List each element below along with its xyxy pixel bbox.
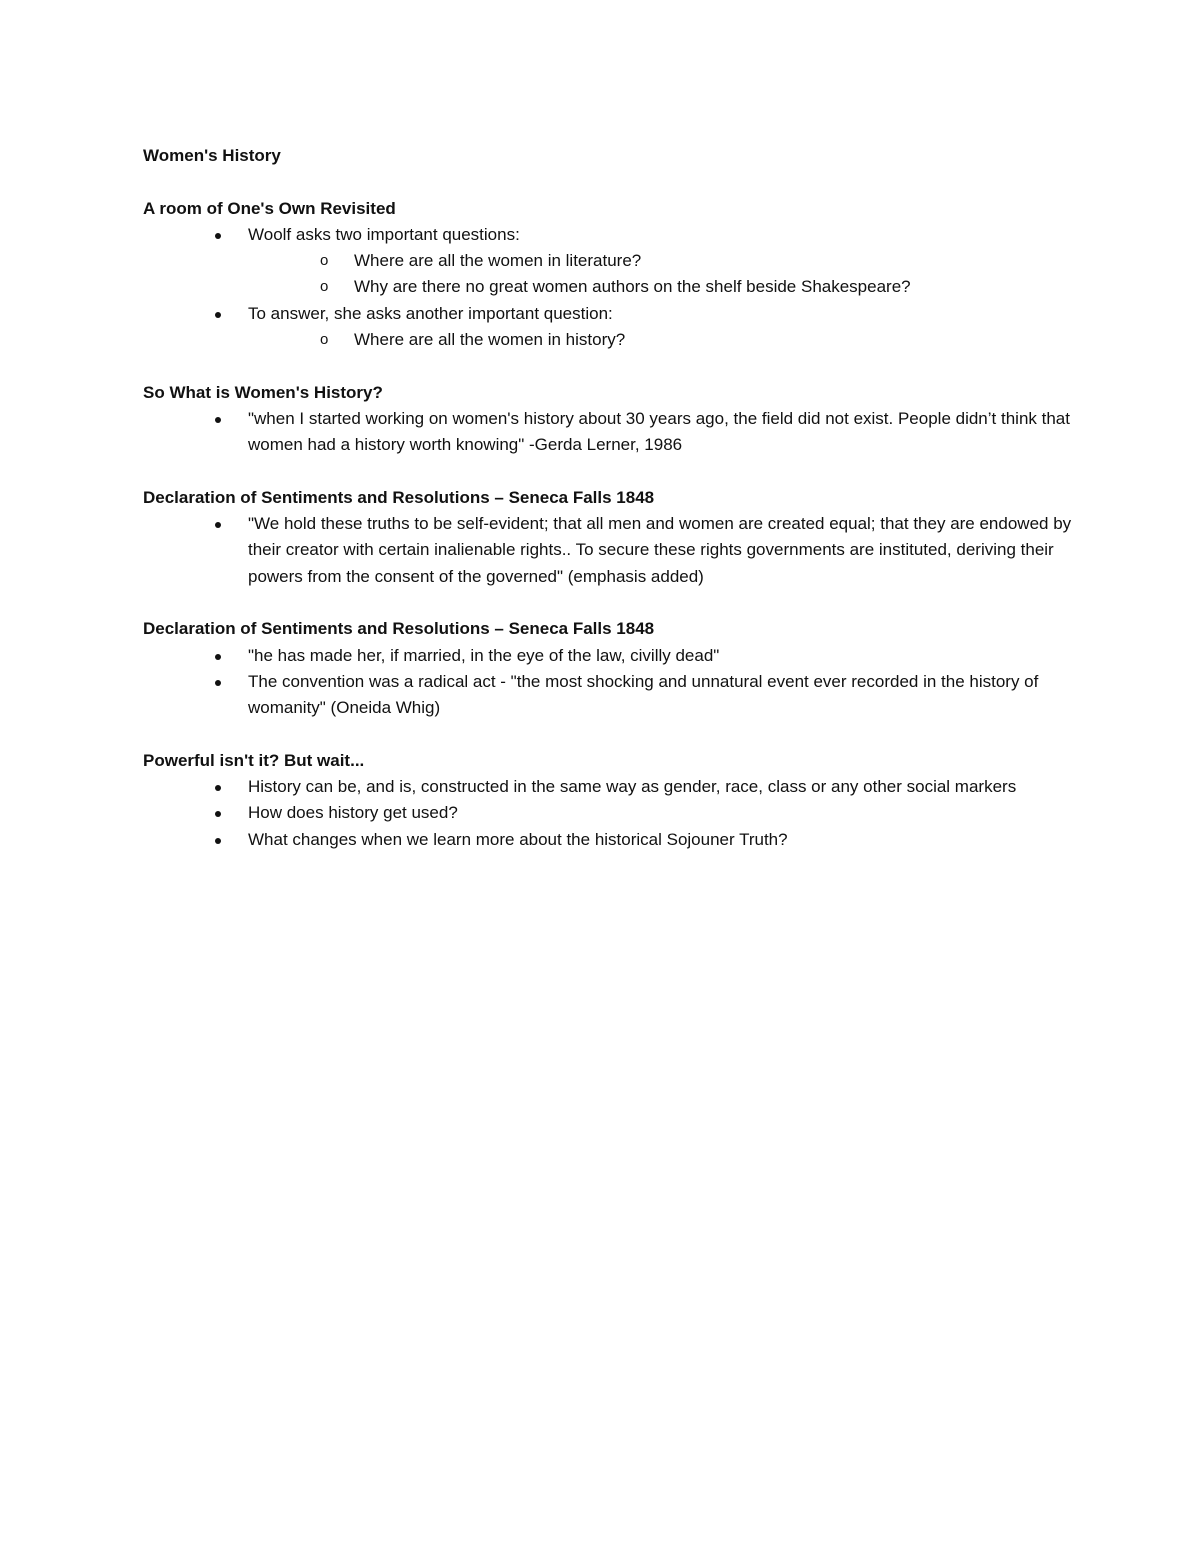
list-item bbox=[143, 774, 1073, 800]
list-item-text: What changes when we learn more about the historical Sojouner Truth? bbox=[248, 829, 788, 849]
sub-bullet-marker: o bbox=[320, 252, 329, 270]
sub-list-item bbox=[143, 327, 1073, 353]
sub-list-item bbox=[143, 248, 1073, 274]
sub-bullet-marker: o bbox=[320, 331, 329, 349]
section-declaration-of-sentiments bbox=[143, 485, 1073, 590]
section-what-is-womens-history bbox=[143, 380, 1073, 459]
sub-list-item bbox=[143, 274, 1073, 300]
section-room-of-ones-own bbox=[143, 196, 1073, 354]
list-item-text: History can be, and is, constructed in the same way as gender, race, class or any other social markers bbox=[248, 777, 1017, 797]
list-item-text: "he has made her, if married, in the eye of the law, civilly dead" bbox=[248, 645, 720, 665]
sub-list-item-text: Why are there no great women authors on the shelf beside Shakespeare? bbox=[354, 277, 911, 297]
section-heading: So What is Women's History? bbox=[143, 382, 383, 402]
list-item bbox=[143, 406, 1073, 459]
sub-list-item-text: Where are all the women in history? bbox=[354, 330, 626, 350]
list-item bbox=[143, 222, 1073, 248]
list-item bbox=[143, 511, 1073, 590]
list-item bbox=[143, 301, 1073, 327]
section-declaration-of-sentiments-2 bbox=[143, 616, 1073, 721]
document-title: Women's History bbox=[143, 146, 281, 165]
section-powerful-but-wait bbox=[143, 748, 1073, 853]
list-item-text: To answer, she asks another important question: bbox=[248, 303, 613, 323]
list-item-text: Woolf asks two important questions: bbox=[248, 224, 520, 244]
sub-list-item-text: Where are all the women in literature? bbox=[354, 251, 642, 271]
list-item-text: "when I started working on women's history about 30 years ago, the field did not exist. People didn’t think that women had a history worth knowing" -Gerda Lerner, 1986 bbox=[248, 408, 1070, 455]
list-item bbox=[143, 643, 1073, 669]
section-heading: Declaration of Sentiments and Resolutions – Seneca Falls 1848 bbox=[143, 487, 655, 507]
list-item-text: The convention was a radical act - "the most shocking and unnatural event ever recorded in the history of womanity" (Oneida Whig) bbox=[248, 671, 1039, 718]
sub-bullet-marker: o bbox=[320, 278, 329, 296]
list-item-text: How does history get used? bbox=[248, 803, 458, 823]
list-item bbox=[143, 800, 1073, 826]
list-item-text: "We hold these truths to be self-evident; that all men and women are created equal; that they are endowed by their creator with certain inalienable rights.. To secure these rights governments are instituted, deriving their powers from the consent of the governed" (emphasis added) bbox=[248, 514, 1072, 586]
section-heading: Powerful isn't it? But wait... bbox=[143, 750, 365, 770]
list-item bbox=[143, 669, 1073, 722]
document-body bbox=[143, 143, 1073, 853]
section-heading: Declaration of Sentiments and Resolutions – Seneca Falls 1848 bbox=[143, 619, 655, 639]
section-heading: A room of One's Own Revisited bbox=[143, 198, 396, 218]
list-item bbox=[143, 827, 1073, 853]
